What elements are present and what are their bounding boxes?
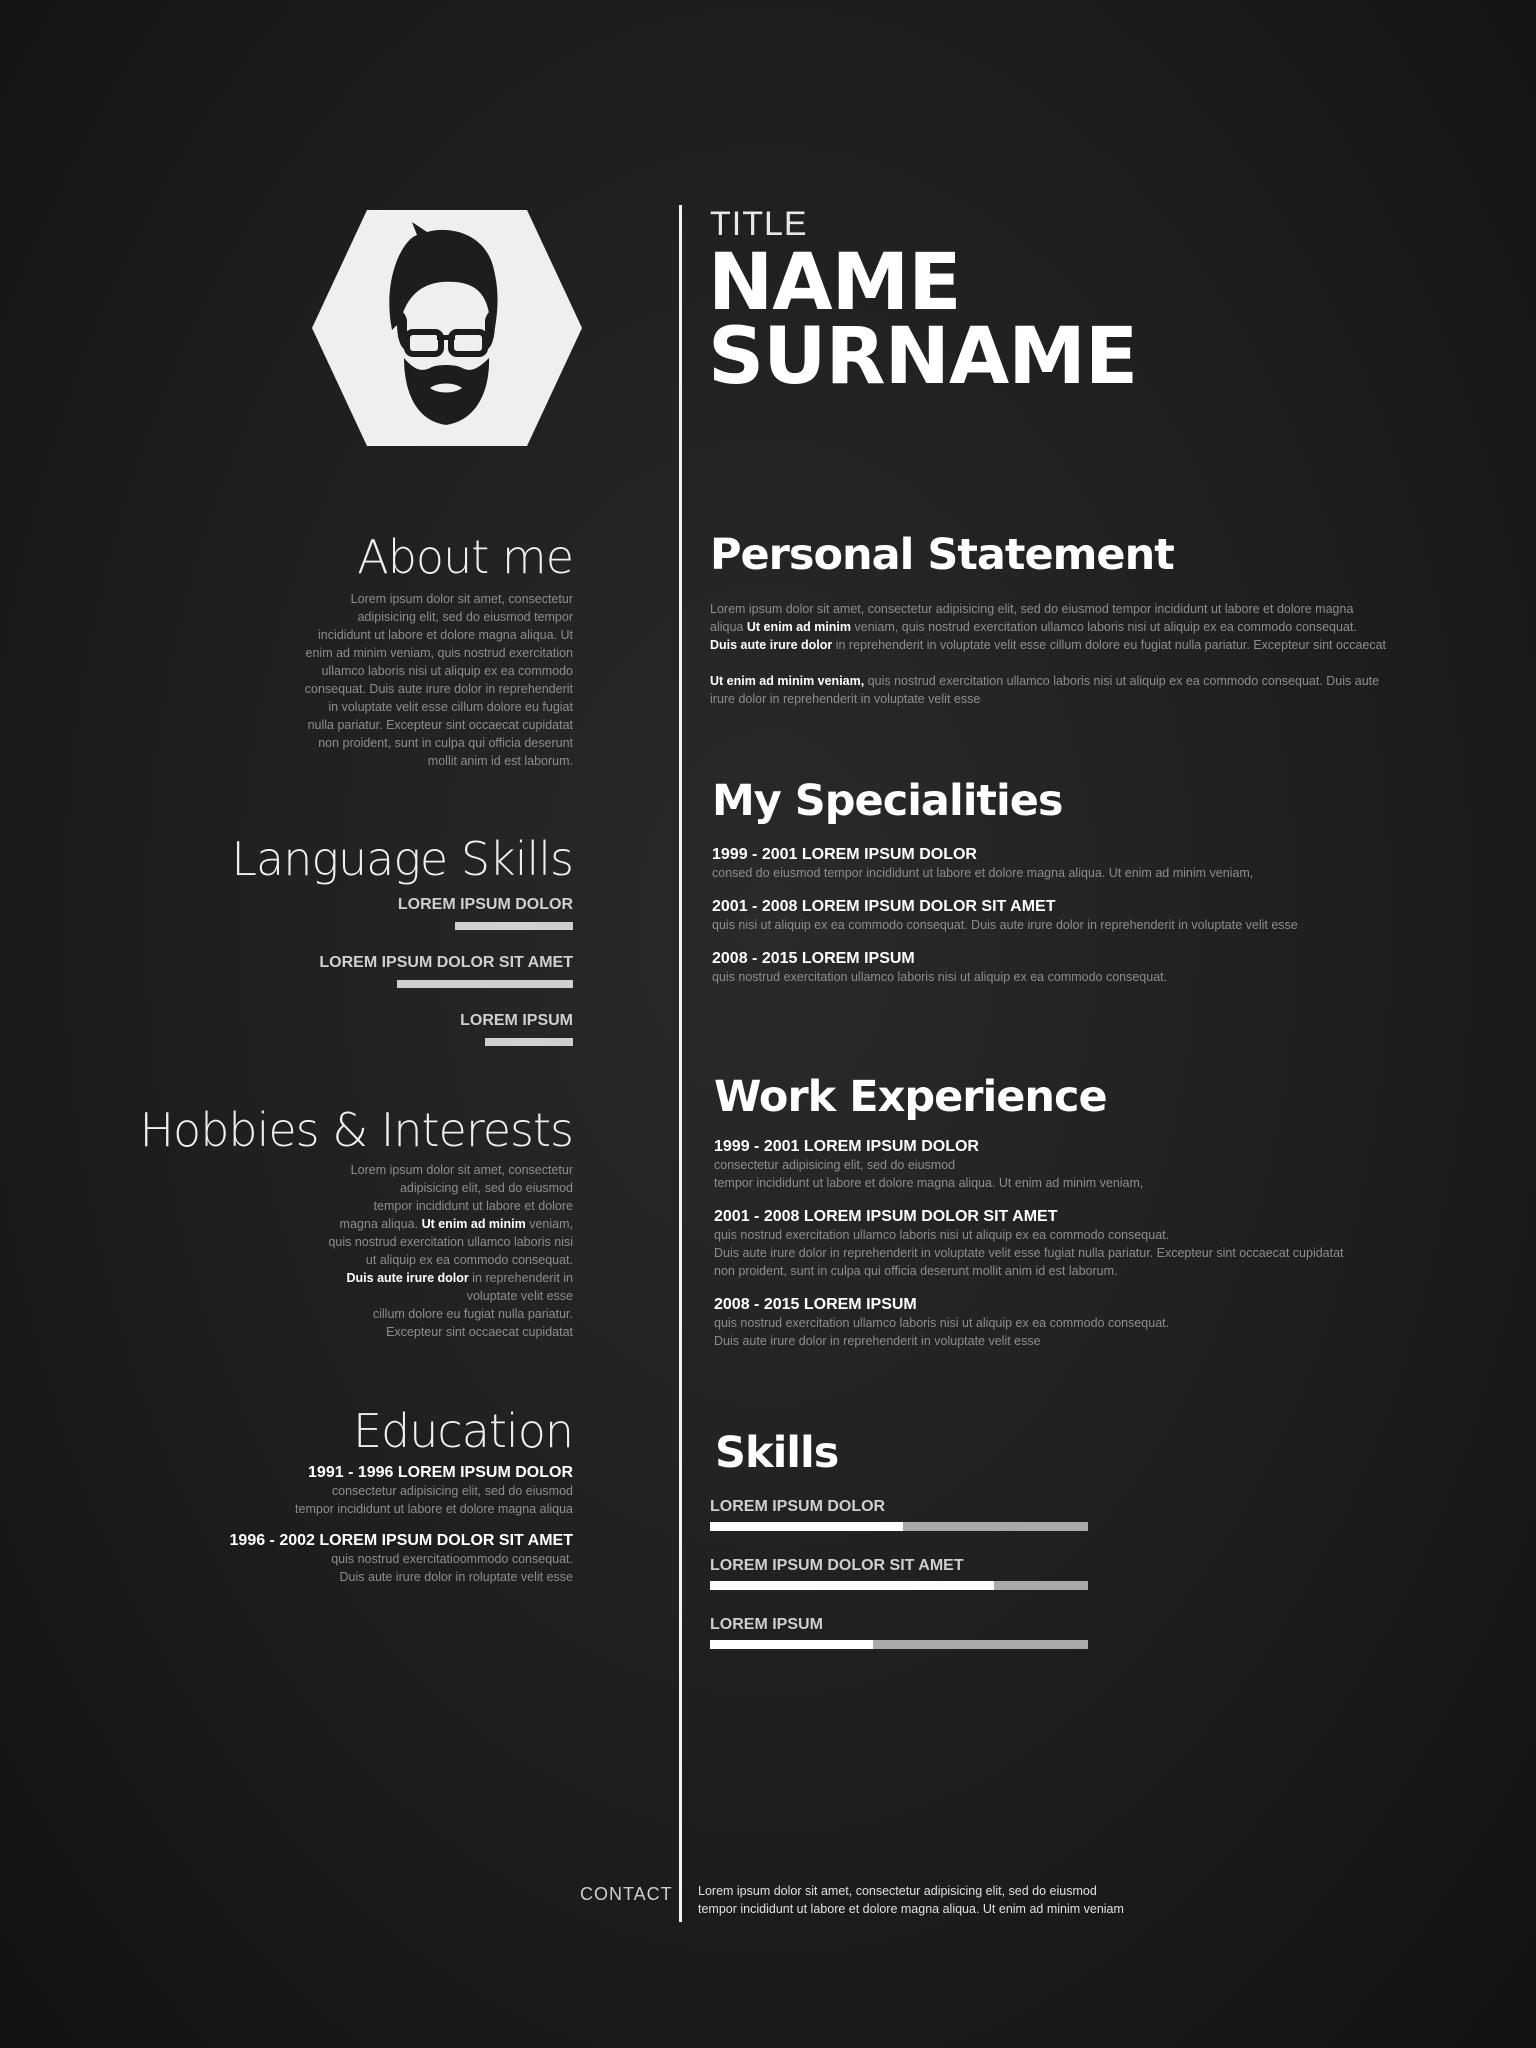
education-line: Duis aute irure dolor in roluptate velit esse (339, 1570, 573, 1584)
work-item (714, 1138, 1414, 1192)
text-segment: quis nostrud exercitation ullamco laboris nisi ut aliquip ex ea commodo consequat. Duis aute (864, 674, 1380, 688)
language-label: LOREM IPSUM DOLOR SIT AMET (319, 954, 573, 971)
hobbies-text (139, 1161, 573, 1341)
work-text (714, 1314, 1414, 1350)
work-line: tempor incididunt ut labore et dolore magna aliqua. Ut enim ad minim veniam, (714, 1176, 1144, 1190)
about-line: in voluptate velit esse cillum dolore eu fugiat (328, 700, 573, 714)
language-label: LOREM IPSUM (460, 1012, 573, 1029)
text-emphasis: Duis aute irure dolor (346, 1271, 469, 1285)
text-segment: veniam, quis nostrud exercitation ullamco laboris nisi ut aliquip ex ea commodo consequat. (851, 620, 1357, 634)
text-segment: veniam, (525, 1217, 573, 1231)
text-line (139, 1215, 573, 1233)
text-line (139, 1287, 573, 1305)
work-line: quis nostrud exercitation ullamco laboris nisi ut aliquip ex ea commodo consequat. (714, 1316, 1170, 1330)
skill-level-fill (710, 1522, 903, 1531)
about-line: consequat. Duis aute irure dolor in reprehenderit (304, 682, 573, 696)
text-emphasis: Ut enim ad minim (746, 620, 852, 634)
specialities-item (712, 950, 1412, 986)
about-line: enim ad minim veniam, quis nostrud exercitation (305, 646, 573, 660)
skill-level-bar (710, 1640, 1088, 1649)
work-text (714, 1226, 1414, 1280)
skill-label: LOREM IPSUM DOLOR (710, 1498, 886, 1515)
text-emphasis: Ut enim ad minim (421, 1217, 526, 1231)
surname: SURNAME (708, 312, 1138, 402)
language-label: LOREM IPSUM DOLOR (397, 896, 573, 913)
specialities-title: 2008 - 2015 LOREM IPSUM (712, 950, 915, 967)
education-title: 1991 - 1996 LOREM IPSUM DOLOR (308, 1464, 573, 1481)
text-segment: cillum dolore eu fugiat nulla pariatur. (372, 1307, 573, 1321)
text-segment: irure dolor in reprehenderit in voluptate velit esse (710, 692, 981, 706)
work-title: 2001 - 2008 LOREM IPSUM DOLOR SIT AMET (714, 1208, 1058, 1225)
contact-text (698, 1882, 1124, 1918)
specialities-line: consed do eiusmod tempor incididunt ut labore et dolore magna aliqua. Ut enim ad minim veniam, (712, 866, 1254, 880)
text-segment: in reprehenderit in (468, 1271, 573, 1285)
work-title: 1999 - 2001 LOREM IPSUM DOLOR (714, 1138, 979, 1155)
language-level-bar (397, 980, 573, 988)
text-segment: ut aliquip ex ea commodo consequat. (365, 1253, 573, 1267)
personal-paragraph-1 (710, 600, 1390, 654)
contact-line: Lorem ipsum dolor sit amet, consectetur adipisicing elit, sed do eiusmod (698, 1884, 1097, 1898)
education-heading: Education (352, 1404, 573, 1458)
contact-label: CONTACT (580, 1884, 673, 1904)
about-line: non proident, sunt in culpa qui officia deserunt (318, 736, 573, 750)
text-segment: Excepteur sint occaecat cupidatat (386, 1325, 573, 1339)
language-level-bar (485, 1038, 573, 1046)
work-line: quis nostrud exercitation ullamco laboris nisi ut aliquip ex ea commodo consequat. (714, 1228, 1170, 1242)
language-item (231, 896, 573, 930)
work-title: 2008 - 2015 LOREM IPSUM (714, 1296, 917, 1313)
work-heading: Work Experience (714, 1072, 1107, 1122)
about-line: Lorem ipsum dolor sit amet, consectetur (350, 592, 573, 606)
text-segment: magna aliqua. (339, 1217, 422, 1231)
contact-line: tempor incididunt ut labore et dolore magna aliqua. Ut enim ad minim veniam (698, 1902, 1124, 1916)
skill-label: LOREM IPSUM DOLOR SIT AMET (710, 1557, 964, 1574)
skill-level-bar (710, 1581, 1088, 1590)
text-line (139, 1269, 573, 1287)
text-segment: Lorem ipsum dolor sit amet, consectetur (350, 1163, 573, 1177)
language-level-bar (455, 922, 573, 930)
specialities-title: 1999 - 2001 LOREM IPSUM DOLOR (712, 846, 977, 863)
work-text (714, 1156, 1414, 1192)
job-title: TITLE (710, 205, 808, 243)
education-title: 1996 - 2002 LOREM IPSUM DOLOR SIT AMET (229, 1532, 573, 1549)
about-line: ullamco laboris nisi ut aliquip ex ea commodo (321, 664, 573, 678)
skill-level-fill (710, 1581, 994, 1590)
skills-heading: Skills (715, 1428, 839, 1478)
about-section (305, 530, 573, 770)
about-line: incididunt ut labore et dolore magna aliqua. Ut (317, 628, 573, 642)
text-line (139, 1323, 573, 1341)
education-line: quis nostrud exercitatioommodo consequat. (331, 1552, 573, 1566)
text-segment: Lorem ipsum dolor sit amet, consectetur adipisicing elit, sed do eiusmod tempor incididunt ut labore et dolore magna (710, 602, 1354, 616)
specialities-section (712, 776, 1412, 986)
education-section (230, 1404, 573, 1586)
first-name: NAME (708, 238, 961, 328)
about-text (305, 590, 573, 770)
about-line: mollit anim id est laborum. (427, 754, 573, 768)
skill-label: LOREM IPSUM (710, 1616, 823, 1633)
education-text (230, 1482, 573, 1518)
text-line (139, 1233, 573, 1251)
text-emphasis: Duis aute irure dolor (710, 638, 833, 652)
personal-section (710, 530, 1390, 708)
specialities-line: quis nisi ut aliquip ex ea commodo consequat. Duis aute irure dolor in reprehenderit in voluptate velit esse (712, 918, 1298, 932)
specialities-list (712, 846, 1412, 986)
work-line: consectetur adipisicing elit, sed do eiusmod (714, 1158, 956, 1172)
specialities-line: quis nostrud exercitation ullamco laboris nisi ut aliquip ex ea commodo consequat. (712, 970, 1168, 984)
education-item (230, 1464, 573, 1518)
skills-list (710, 1498, 1315, 1649)
specialities-item (712, 898, 1412, 934)
text-line (710, 636, 1390, 654)
language-heading: Language Skills (231, 832, 573, 886)
education-line: consectetur adipisicing elit, sed do eiusmod (331, 1484, 573, 1498)
specialities-text (712, 916, 1412, 934)
skill-item (710, 1557, 1315, 1590)
work-item (714, 1296, 1414, 1350)
hipster-avatar-icon (312, 210, 582, 446)
personal-paragraph-2 (710, 672, 1390, 708)
skill-item (710, 1498, 1315, 1531)
skill-item (710, 1616, 1315, 1649)
about-line: nulla pariatur. Excepteur sint occaecat cupidatat (307, 718, 573, 732)
specialities-text (712, 864, 1412, 882)
text-segment: tempor incididunt ut labore et dolore (373, 1199, 573, 1213)
skill-level-fill (710, 1640, 873, 1649)
specialities-title: 2001 - 2008 LOREM IPSUM DOLOR SIT AMET (712, 898, 1056, 915)
education-line: tempor incididunt ut labore et dolore magna aliqua (295, 1502, 573, 1516)
text-segment: quis nostrud exercitation ullamco laboris nisi (328, 1235, 573, 1249)
text-line (139, 1305, 573, 1323)
about-line: adipisicing elit, sed do eiusmod tempor (357, 610, 573, 624)
language-item (231, 954, 573, 988)
personal-heading: Personal Statement (710, 530, 1174, 580)
text-line (710, 618, 1390, 636)
text-line (139, 1179, 573, 1197)
work-line: non proident, sunt in culpa qui officia deserunt mollit anim id est laborum. (714, 1264, 1118, 1278)
text-emphasis: Ut enim ad minim veniam, (710, 674, 865, 688)
language-section (231, 832, 573, 1046)
skills-section (710, 1428, 1315, 1649)
work-section (714, 1072, 1414, 1350)
column-divider (679, 205, 682, 1922)
hobbies-heading: Hobbies & Interests (139, 1103, 573, 1157)
language-list (231, 896, 573, 1046)
education-item (230, 1532, 573, 1586)
hobbies-section (139, 1103, 573, 1341)
education-text (230, 1550, 573, 1586)
text-line (139, 1251, 573, 1269)
skill-level-bar (710, 1522, 1088, 1531)
language-item (231, 1012, 573, 1046)
education-list (230, 1464, 573, 1586)
text-segment: in reprehenderit in voluptate velit esse cillum dolore eu fugiat nulla pariatur. Excepteur sint occaecat (832, 638, 1387, 652)
specialities-text (712, 968, 1412, 986)
text-segment: adipisicing elit, sed do eiusmod (399, 1181, 573, 1195)
work-item (714, 1208, 1414, 1280)
text-line (139, 1161, 573, 1179)
work-line: Duis aute irure dolor in reprehenderit in voluptate velit esse fugiat nulla pariatur. Excepteur sint occaecat cupidatat (714, 1246, 1344, 1260)
text-line (139, 1197, 573, 1215)
about-heading: About me (357, 530, 573, 584)
work-list (714, 1138, 1414, 1350)
text-line (710, 672, 1390, 690)
text-line (710, 600, 1390, 618)
avatar (312, 210, 582, 446)
specialities-item (712, 846, 1412, 882)
specialities-heading: My Specialities (712, 776, 1063, 826)
text-line (710, 690, 1390, 708)
work-line: Duis aute irure dolor in reprehenderit in voluptate velit esse (714, 1334, 1041, 1348)
text-segment: voluptate velit esse (466, 1289, 573, 1303)
text-segment: aliqua (710, 620, 747, 634)
